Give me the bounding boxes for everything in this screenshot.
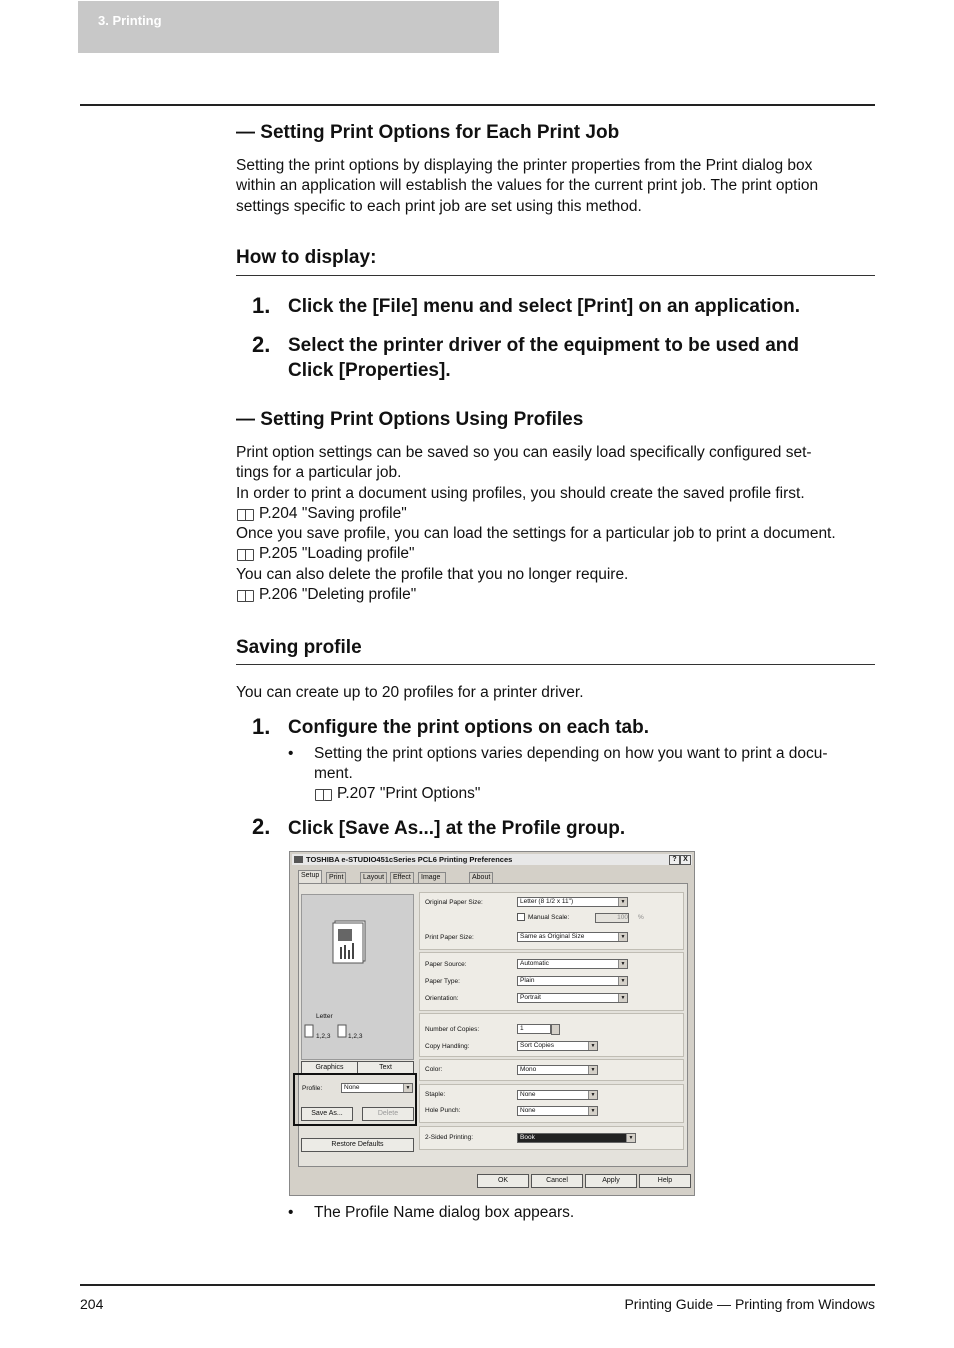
help-button[interactable]: Help	[639, 1174, 691, 1188]
reference-link[interactable]	[314, 784, 870, 804]
chevron-down-icon: ▼	[626, 1134, 635, 1142]
dialog-title: TOSHIBA e-STUDIO451cSeries PCL6 Printing Preferences	[306, 855, 513, 864]
section1-paragraph	[236, 156, 876, 217]
page-number: 204	[80, 1296, 104, 1312]
manual-scale-checkbox[interactable]	[517, 913, 525, 921]
print-preview	[301, 894, 414, 1060]
paper-type-select[interactable]	[517, 976, 628, 986]
chevron-down-icon: ▼	[588, 1091, 597, 1099]
tab-layout[interactable]: Layout	[360, 872, 387, 883]
two-sided-group	[419, 1126, 684, 1150]
paper-source-value: Automatic	[520, 960, 549, 967]
preview-bar	[344, 945, 346, 959]
copy-handling-value: Sort Copies	[520, 1042, 554, 1049]
book-icon	[236, 548, 254, 561]
text-tab[interactable]: Text	[357, 1061, 414, 1074]
step-text-line: Select the printer driver of the equipment to be used and	[288, 335, 799, 356]
section2-paragraph	[236, 443, 876, 605]
chevron-down-icon: ▼	[618, 898, 627, 906]
orientation-select[interactable]	[517, 993, 628, 1003]
section-heading-each-job: — Setting Print Options for Each Print Job	[236, 122, 620, 143]
text-line: ment.	[314, 765, 353, 782]
tab-effect[interactable]: Effect	[390, 872, 414, 883]
orientation-label: Orientation:	[425, 995, 459, 1002]
chevron-down-icon: ▼	[618, 960, 627, 968]
step-text: Click the [File] menu and select [Print] on an application.	[288, 296, 801, 317]
color-group	[419, 1059, 684, 1081]
tab-image-quality[interactable]: Image	[418, 872, 446, 883]
reference-link[interactable]	[236, 544, 876, 564]
footer-title: Printing Guide — Printing from Windows	[624, 1296, 875, 1312]
step-text-line: Click [Properties].	[288, 360, 451, 381]
chevron-down-icon: ▼	[588, 1042, 597, 1050]
copy-handling-select[interactable]	[517, 1041, 598, 1051]
preview-paper-label: Letter	[316, 1013, 333, 1020]
book-icon	[236, 589, 254, 602]
apply-button[interactable]: Apply	[585, 1174, 637, 1188]
print-paper-size-label: Print Paper Size:	[425, 934, 474, 941]
chevron-down-icon: ▼	[588, 1107, 597, 1115]
tab-about[interactable]: About	[469, 872, 493, 883]
footer-rule	[80, 1284, 875, 1286]
two-sided-value: Book	[520, 1134, 535, 1141]
original-paper-size-select[interactable]	[517, 897, 628, 907]
hole-punch-value: None	[520, 1107, 536, 1114]
chevron-down-icon: ▼	[403, 1084, 412, 1092]
preview-order-label: 1,2,3	[316, 1033, 331, 1040]
text-line: Setting the print options by displaying the printer properties from the Print dialog box	[236, 157, 813, 174]
chevron-down-icon: ▼	[618, 994, 627, 1002]
page-stack-icon	[305, 1025, 313, 1037]
bullet-mark: •	[288, 745, 294, 762]
chevron-down-icon: ▼	[618, 977, 627, 985]
reference-text: P.206 "Deleting profile"	[259, 586, 417, 604]
tab-print-job[interactable]: Print	[326, 872, 346, 883]
book-icon	[236, 508, 254, 521]
delete-button[interactable]: Delete	[362, 1107, 414, 1121]
saving-profile-intro: You can create up to 20 profiles for a printer driver.	[236, 684, 584, 701]
copies-spinner[interactable]	[551, 1024, 560, 1035]
page-stack-icon	[338, 1025, 346, 1037]
chevron-down-icon: ▼	[618, 933, 627, 941]
step-number: 2.	[252, 332, 271, 357]
reference-link[interactable]	[236, 504, 876, 524]
text-line: tings for a particular job.	[236, 464, 402, 482]
color-select[interactable]	[517, 1065, 598, 1075]
reference-text: P.205 "Loading profile"	[259, 545, 415, 563]
preview-graphic	[338, 929, 352, 941]
profile-value: None	[344, 1084, 360, 1091]
saving-profile-heading: Saving profile	[236, 637, 362, 658]
chevron-down-icon: ▼	[588, 1066, 597, 1074]
hole-punch-select[interactable]	[517, 1106, 598, 1116]
print-paper-size-value: Same as Original Size	[520, 933, 585, 940]
staple-value: None	[520, 1091, 536, 1098]
print-paper-size-select[interactable]	[517, 932, 628, 942]
graphics-tab[interactable]: Graphics	[301, 1061, 358, 1074]
tab-setup[interactable]: Setup	[298, 870, 322, 884]
color-label: Color:	[425, 1066, 443, 1073]
text-line: Print option settings can be saved so you can easily load specifically configured set-	[236, 444, 812, 461]
two-sided-label: 2-Sided Printing:	[425, 1134, 474, 1141]
save-as-button[interactable]: Save As...	[301, 1107, 353, 1121]
color-value: Mono	[520, 1066, 537, 1073]
section-heading-profiles: — Setting Print Options Using Profiles	[236, 409, 584, 430]
printer-icon	[294, 856, 303, 863]
original-paper-size-value: Letter (8 1/2 x 11")	[520, 898, 574, 905]
ok-button[interactable]: OK	[477, 1174, 529, 1188]
profile-label: Profile:	[302, 1085, 323, 1092]
top-rule	[80, 104, 875, 106]
close-icon[interactable]: X	[680, 855, 691, 865]
how-to-display-heading: How to display:	[236, 247, 377, 268]
text-line: You can also delete the profile that you no longer require.	[236, 565, 629, 583]
step-number: 1.	[252, 293, 271, 318]
step-number: 1.	[252, 714, 271, 739]
copies-group	[419, 1013, 684, 1057]
orientation-value: Portrait	[520, 994, 541, 1001]
profile-group-highlight	[293, 1073, 417, 1126]
preview-order-label: 1,2,3	[348, 1033, 363, 1040]
preview-bar	[352, 943, 354, 959]
manual-scale-label: Manual Scale:	[528, 914, 570, 921]
staple-select[interactable]	[517, 1090, 598, 1100]
restore-defaults-button[interactable]: Restore Defaults	[301, 1138, 414, 1152]
dialog-title-bar	[292, 854, 692, 865]
bullet-text: The Profile Name dialog box appears.	[314, 1204, 575, 1221]
reference-link[interactable]	[236, 585, 876, 605]
copies-label: Number of Copies:	[425, 1026, 480, 1033]
paper-type-label: Paper Type:	[425, 978, 460, 985]
step-text: Configure the print options on each tab.	[288, 717, 649, 738]
subheading-rule	[236, 664, 875, 665]
finishing-group	[419, 1084, 684, 1123]
copy-handling-label: Copy Handling:	[425, 1043, 470, 1050]
paper-source-label: Paper Source:	[425, 961, 467, 968]
text-line: Once you save profile, you can load the settings for a particular job to print a document.	[236, 525, 836, 543]
step-number: 2.	[252, 814, 271, 839]
paper-source-group	[419, 952, 684, 1011]
reference-text: P.204 "Saving profile"	[259, 504, 407, 522]
text-line: In order to print a document using profiles, you should create the saved profile first.	[236, 484, 805, 502]
section-tab-label: 3. Printing	[98, 13, 162, 28]
bullet-mark: •	[288, 1204, 294, 1221]
help-title-button[interactable]: ?	[669, 855, 680, 865]
printing-preferences-dialog	[289, 851, 695, 1196]
manual-scale-input[interactable]: 100	[595, 913, 629, 923]
original-paper-size-label: Original Paper Size:	[425, 899, 483, 906]
staple-label: Staple:	[425, 1091, 446, 1098]
text-line: within an application will establish the values for the current print job. The print option	[236, 177, 819, 195]
text-line: settings specific to each print job are set using this method.	[236, 197, 642, 215]
copies-input[interactable]: 1	[517, 1024, 551, 1034]
step-text: Click [Save As...] at the Profile group.	[288, 818, 626, 839]
text-line: Setting the print options varies depending on how you want to print a docu-	[314, 745, 828, 762]
subheading-rule	[236, 275, 875, 276]
hole-punch-label: Hole Punch:	[425, 1107, 461, 1114]
bullet-text	[314, 744, 870, 804]
book-icon	[314, 788, 332, 801]
preview-bar	[348, 950, 350, 959]
section-tab	[78, 1, 499, 53]
paper-size-group	[419, 892, 684, 950]
paper-source-select[interactable]	[517, 959, 628, 969]
manual-scale-unit: %	[638, 914, 644, 921]
reference-text: P.207 "Print Options"	[337, 785, 481, 802]
preview-bar	[340, 947, 342, 959]
paper-type-value: Plain	[520, 977, 535, 984]
cancel-button[interactable]: Cancel	[531, 1174, 583, 1188]
two-sided-select[interactable]	[517, 1133, 636, 1143]
step-text	[288, 333, 868, 383]
